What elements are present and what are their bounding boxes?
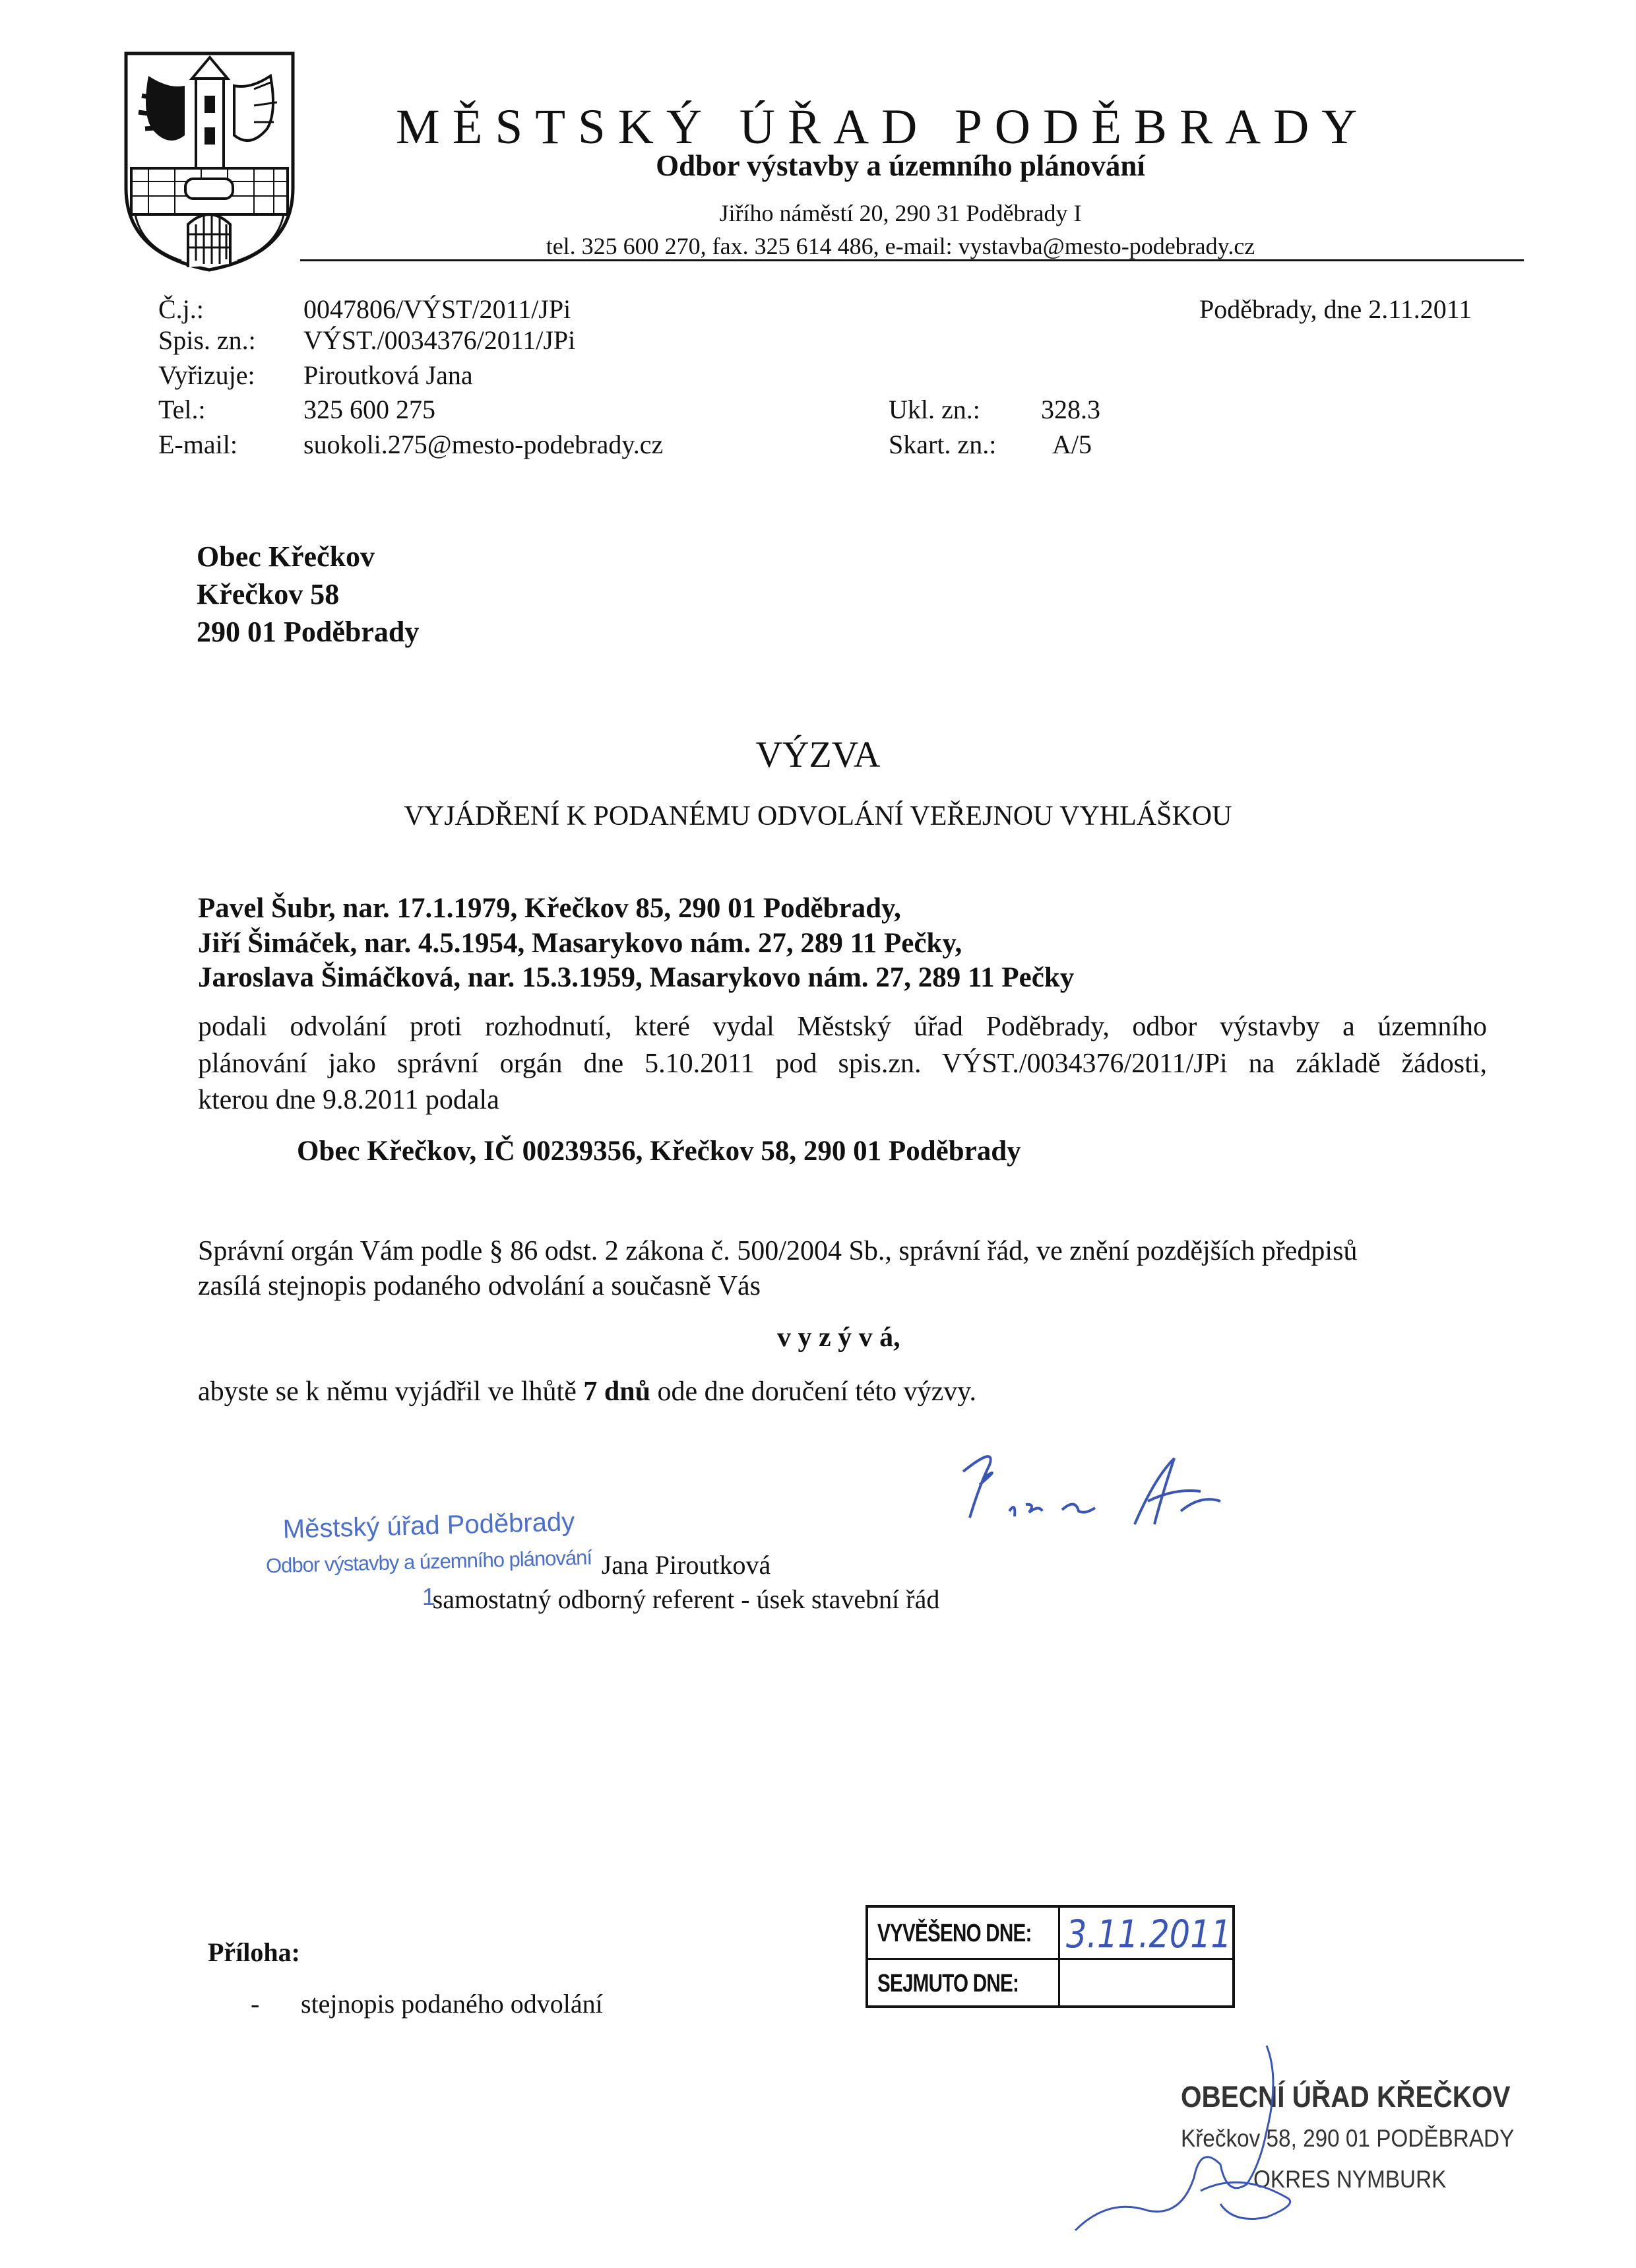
removed-row — [868, 1958, 1232, 2008]
office-address: Jiřího náměstí 20, 290 31 Poděbrady I — [719, 200, 1082, 226]
ref-skart-label: Skart. zn.: — [889, 430, 997, 459]
header-rule — [300, 259, 1524, 261]
office-stamp-line3: 1 — [422, 1583, 436, 1610]
closing-after: ode dne doručení této výzvy. — [650, 1377, 977, 1407]
ref-vyrizuje-value: Piroutková Jana — [303, 360, 473, 390]
call-to-action: v y z ý v á, — [777, 1322, 900, 1353]
signature-jana-piroutkova — [943, 1439, 1247, 1538]
document-subtitle: VYJÁDŘENÍ K PODANÉMU ODVOLÁNÍ VEŘEJNOU VYHLÁŠKOU — [404, 801, 1232, 831]
office-stamp-line1: Městský úřad Poděbrady — [282, 1507, 575, 1544]
recipient-city: 290 01 Poděbrady — [197, 616, 420, 648]
document-title: VÝZVA — [755, 734, 881, 775]
office-stamp — [244, 1507, 614, 1611]
ref-skart-value: A/5 — [1052, 430, 1092, 459]
signatory-position: samostatný odborný referent - úsek stavební řád — [432, 1584, 940, 1614]
recipient-name: Obec Křečkov — [197, 540, 375, 573]
ref-email-label: E-mail: — [158, 430, 237, 459]
appellant-1: Pavel Šubr, nar. 17.1.1979, Křečkov 85, 290 01 Poděbrady, — [198, 893, 901, 924]
ref-spis-label: Spis. zn.: — [158, 325, 256, 355]
posting-box-divider — [1058, 1908, 1060, 2005]
recipient-street: Křečkov 58 — [197, 578, 340, 610]
paragraph1-line3: kterou dne 9.8.2011 podala — [198, 1085, 499, 1115]
municipal-stamp-line3: OKRES NYMBURK — [1253, 2166, 1447, 2193]
office-name: MĚSTSKÝ ÚŘAD PODĚBRADY — [396, 100, 1370, 154]
appellant-3: Jaroslava Šimáčková, nar. 15.3.1959, Masarykovo nám. 27, 289 11 Pečky — [198, 962, 1075, 993]
municipal-stamp-line1: OBECNÍ ÚŘAD KŘEČKOV — [1181, 2080, 1511, 2114]
paragraph1-line1: podali odvolání proti rozhodnutí, které vydal Městský úřad Poděbrady, odbor výstavby a územního — [198, 1012, 1487, 1042]
ref-ukl-value: 328.3 — [1041, 395, 1100, 424]
place-date: Poděbrady, dne 2.11.2011 — [1199, 294, 1472, 324]
posted-label: VYVĚŠENO DNE: — [877, 1920, 1032, 1947]
posting-record-box — [865, 1905, 1235, 2008]
department-name: Odbor výstavby a územního plánování — [656, 149, 1145, 182]
ref-email-value: suokoli.275@mesto-podebrady.cz — [303, 430, 664, 459]
ref-cj-label: Č.j.: — [158, 294, 204, 324]
paragraph1-line2: plánování jako správní orgán dne 5.10.2011 pod spis.zn. VÝST./0034376/2011/JPi na základě žádosti, — [198, 1049, 1487, 1079]
posted-row — [868, 1908, 1232, 1960]
office-contact: tel. 325 600 270, fax. 325 614 486, e-mail: vystavba@mesto-podebrady.cz — [546, 233, 1255, 259]
ref-vyrizuje-label: Vyřizuje: — [158, 360, 255, 390]
office-stamp-line2: Odbor výstavby a územního plánování — [265, 1545, 592, 1578]
mayor-signature — [1069, 2032, 1399, 2250]
municipal-stamp-line2: Křečkov 58, 290 01 PODĚBRADY — [1181, 2125, 1515, 2152]
signatory-name: Jana Piroutková — [601, 1550, 771, 1580]
removed-label: SEJMUTO DNE: — [877, 1970, 1019, 1997]
closing-deadline: 7 dnů — [583, 1377, 650, 1407]
attachment-bullet: - — [251, 1989, 260, 2019]
ref-tel-value: 325 600 275 — [303, 395, 435, 424]
ref-spis-value: VÝST./0034376/2011/JPi — [303, 325, 576, 355]
closing-sentence — [198, 1376, 976, 1408]
paragraph2-line2: zasílá stejnopis podaného odvolání a současně Vás — [198, 1271, 761, 1301]
ref-tel-label: Tel.: — [158, 395, 206, 424]
ref-ukl-label: Ukl. zn.: — [889, 395, 980, 424]
posted-date: 3.11.2011 — [1066, 1912, 1232, 1957]
attachment-label: Příloha: — [208, 1937, 300, 1967]
closing-before: abyste se k němu vyjádřil ve lhůtě — [198, 1377, 584, 1407]
appellant-2: Jiří Šimáček, nar. 4.5.1954, Masarykovo nám. 27, 289 11 Pečky, — [198, 928, 962, 959]
attachment-item: stejnopis podaného odvolání — [301, 1989, 603, 2019]
ref-cj-value: 0047806/VÝST/2011/JPi — [303, 294, 571, 324]
paragraph2-line1: Správní orgán Vám podle § 86 odst. 2 zákona č. 500/2004 Sb., správní řád, ve znění pozdějších předpisů — [198, 1236, 1358, 1266]
applicant: Obec Křečkov, IČ 00239356, Křečkov 58, 290 01 Poděbrady — [297, 1136, 1021, 1167]
